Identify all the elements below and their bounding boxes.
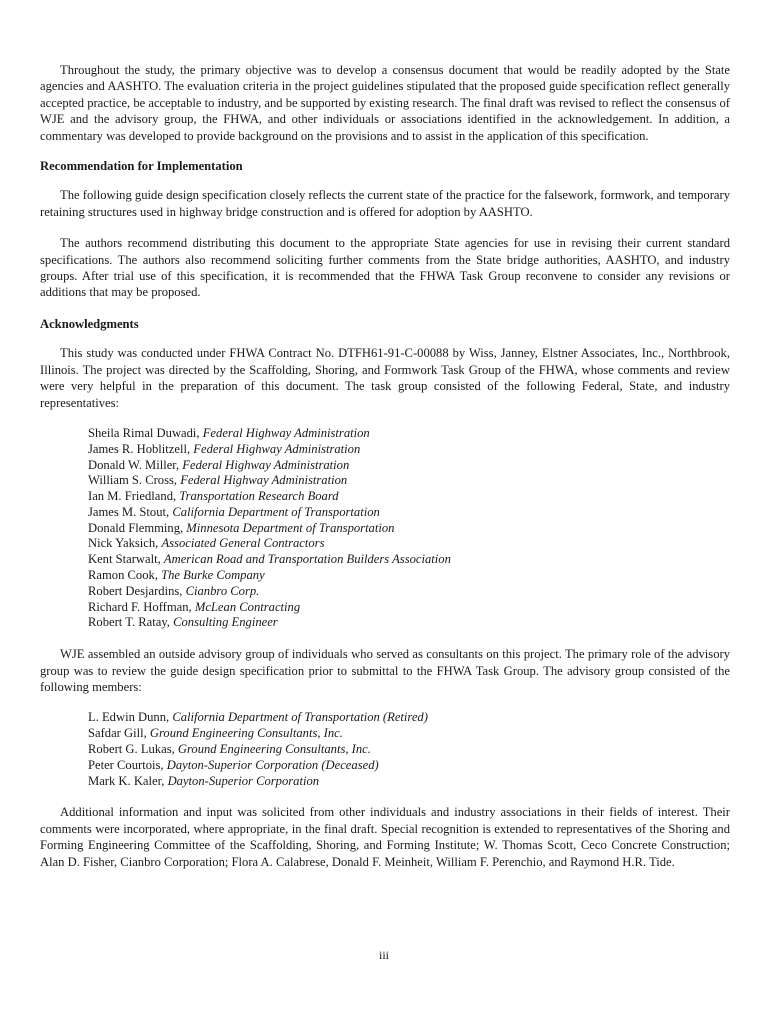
list-item: Donald W. Miller, Federal Highway Administration <box>88 457 350 472</box>
list-item: Peter Courtois, Dayton-Superior Corporation (Deceased) <box>88 757 379 772</box>
list-item: Safdar Gill, Ground Engineering Consultants, Inc. <box>88 726 343 741</box>
list-item: Sheila Rimal Duwadi, Federal Highway Administration <box>88 425 370 440</box>
list-item: Ramon Cook, The Burke Company <box>88 568 265 583</box>
list-item: James R. Hoblitzell, Federal Highway Administration <box>88 441 361 456</box>
list-item: Donald Flemming, Minnesota Department of Transportation <box>88 520 395 535</box>
list-item: Ian M. Friedland, Transportation Research Board <box>88 489 339 504</box>
list-item: Kent Starwalt, American Road and Transportation Builders Association <box>88 552 451 567</box>
list-item: James M. Stout, California Department of Transportation <box>88 504 380 519</box>
acknowledgments-paragraph-2: WJE assembled an outside advisory group of individuals who served as consultants on this project. The primary role of the advisory group was to review the guide design specification prior to submittal to the FHWA Task Group. The advisory group consisted of the following members: <box>40 647 730 695</box>
task-group-list <box>88 426 730 631</box>
recommendation-paragraph-1: The following guide design specification closely reflects the current state of the practice for the falsework, formwork, and temporary retaining structures used in highway bridge construction and is offered for adoption by AASHTO. <box>40 188 730 219</box>
advisory-group-list <box>88 710 730 789</box>
list-item: Robert G. Lukas, Ground Engineering Consultants, Inc. <box>88 742 371 757</box>
recommendation-paragraph-2: The authors recommend distributing this document to the appropriate State agencies for use in revising their current standard specifications. The authors also recommend soliciting further comments from the State bridge authorities, AASHTO, and industry groups. After trial use of this specification, it is recommended that the FHWA Task Group reconvene to consider any revisions or additions that may be proposed. <box>40 236 730 300</box>
acknowledgments-paragraph-1: This study was conducted under FHWA Contract No. DTFH61-91-C-00088 by Wiss, Janney, Elstner Associates, Inc., Northbrook, Illinois. The project was directed by the Scaffolding, Shoring, and Formwork Task Group of the FHWA, whose comments and review were very helpful in the preparation of this document. The task group consisted of the following Federal, State, and industry representatives: <box>40 346 730 410</box>
list-item: Robert T. Ratay, Consulting Engineer <box>88 615 278 630</box>
list-item: L. Edwin Dunn, California Department of Transportation (Retired) <box>88 710 428 725</box>
acknowledgments-paragraph-3: Additional information and input was solicited from other individuals and industry associations in their fields of interest. Their comments were incorporated, where appropriate, in the final draft. Special recognition is extended to representatives of the Shoring and Forming Engineering Committee of the Scaffolding, Shoring, and Forming Institute; W. Thomas Scott, Ceco Concrete Construction; Alan D. Fisher, Cianbro Corporation; Flora A. Calabrese, Donald F. Meinheit, William F. Perenchio, and Raymond H.R. Tide. <box>40 805 730 869</box>
intro-paragraph: Throughout the study, the primary objective was to develop a consensus document that would be readily adopted by the State agencies and AASHTO. The evaluation criteria in the project guidelines stipulated that the proposed guide specification reflect generally accepted practice, be acceptable to industry, and be supported by existing research. The final draft was revised to reflect the consensus of WJE and the advisory group, the FHWA, and other individuals or associations identified in the acknowledgement. In addition, a commentary was developed to provide background on the provisions and to assist in the application of this specification. <box>40 63 730 143</box>
list-item: William S. Cross, Federal Highway Administration <box>88 473 348 488</box>
list-item: Mark K. Kaler, Dayton-Superior Corporation <box>88 773 320 788</box>
acknowledgments-heading: Acknowledgments <box>40 316 139 331</box>
list-item: Robert Desjardins, Cianbro Corp. <box>88 583 260 598</box>
page-number: iii <box>378 948 389 962</box>
recommendation-heading: Recommendation for Implementation <box>40 159 243 174</box>
page-body <box>40 62 730 870</box>
list-item: Richard F. Hoffman, McLean Contracting <box>88 599 301 614</box>
list-item: Nick Yaksich, Associated General Contractors <box>88 536 325 551</box>
